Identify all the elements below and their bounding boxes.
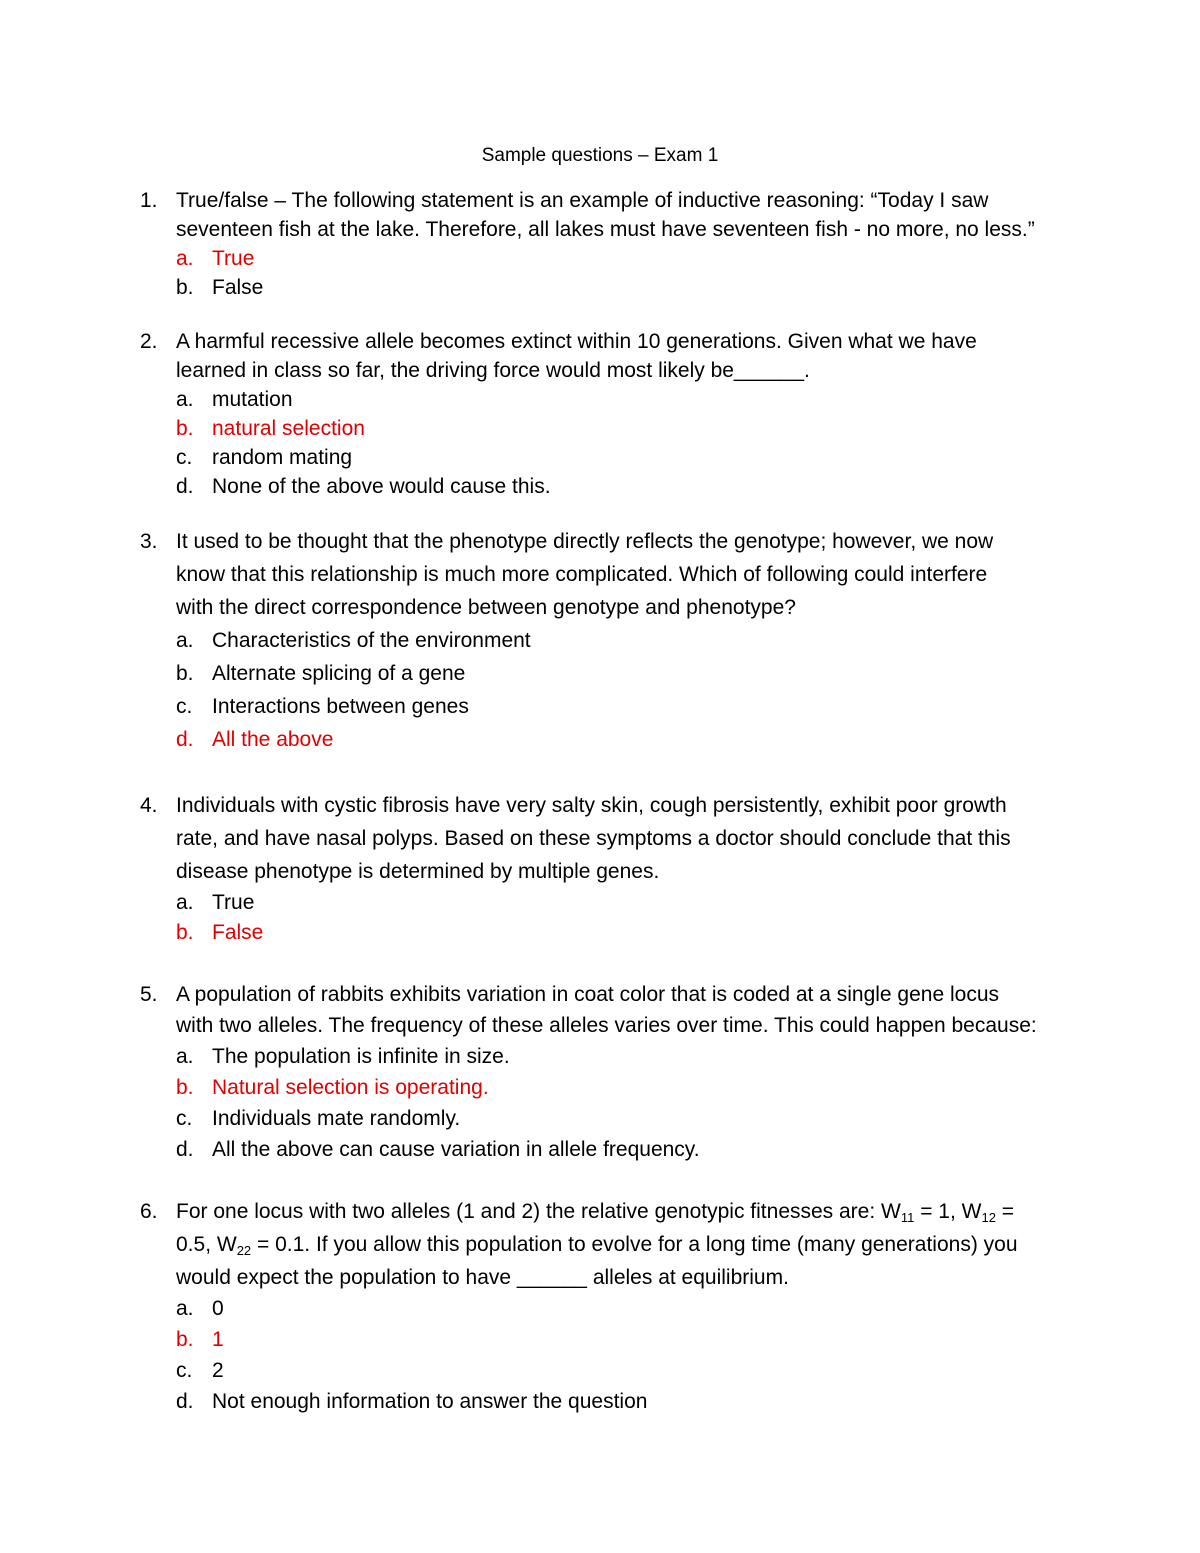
option-letter: a. bbox=[176, 247, 194, 270]
option-correct bbox=[176, 244, 1060, 273]
question-text-line: Individuals with cystic fibrosis have very salty skin, cough persistently, exhibit poor growth bbox=[176, 794, 1007, 817]
question-text-line: It used to be thought that the phenotype directly reflects the genotype; however, we now bbox=[176, 530, 994, 553]
option bbox=[176, 624, 1060, 657]
text-run: = bbox=[995, 1200, 1015, 1223]
question-text-line: seventeen fish at the lake. Therefore, all lakes must have seventeen fish - no more, no less.” bbox=[176, 218, 1035, 241]
option bbox=[176, 1134, 1060, 1165]
option bbox=[176, 888, 1060, 918]
option-text: 2 bbox=[212, 1359, 224, 1382]
question-text bbox=[176, 789, 1060, 888]
option bbox=[176, 1355, 1060, 1386]
option-letter: c. bbox=[176, 695, 193, 718]
option-letter: b. bbox=[176, 1328, 194, 1351]
option-letter: b. bbox=[176, 662, 194, 685]
option-letter: b. bbox=[176, 921, 194, 944]
option-text: All the above bbox=[212, 728, 334, 751]
option-text: Not enough information to answer the question bbox=[212, 1390, 648, 1413]
question-number: 2. bbox=[140, 330, 158, 353]
question-text-line: with the direct correspondence between genotype and phenotype? bbox=[176, 596, 796, 619]
option-text: False bbox=[212, 276, 264, 299]
subscript: 12 bbox=[981, 1210, 996, 1225]
question-text-line: would expect the population to have ______ alleles at equilibrium. bbox=[176, 1266, 789, 1289]
question-text-line: A harmful recessive allele becomes extinct within 10 generations. Given what we have bbox=[176, 330, 977, 353]
option-text: random mating bbox=[212, 446, 353, 469]
option-text: Characteristics of the environment bbox=[212, 629, 531, 652]
question-text-line: disease phenotype is determined by multiple genes. bbox=[176, 860, 660, 883]
question-3 bbox=[140, 525, 1060, 756]
question-text bbox=[176, 525, 1060, 624]
question-text-line: A population of rabbits exhibits variation in coat color that is coded at a single gene locus bbox=[176, 983, 1000, 1006]
option-letter: a. bbox=[176, 388, 194, 411]
page-title: Sample questions – Exam 1 bbox=[481, 145, 719, 166]
question-2 bbox=[140, 327, 1060, 501]
text-run: 0.5, W bbox=[176, 1233, 237, 1256]
question-6 bbox=[140, 1196, 1060, 1417]
question-text-line bbox=[176, 1196, 1060, 1229]
option-letter: c. bbox=[176, 1107, 193, 1130]
question-text-line: rate, and have nasal polyps. Based on these symptoms a doctor should conclude that this bbox=[176, 827, 1011, 850]
question-text-line: learned in class so far, the driving force would most likely be______. bbox=[176, 359, 810, 382]
question-1 bbox=[140, 186, 1060, 302]
question-text-line: know that this relationship is much more complicated. Which of following could interfere bbox=[176, 563, 988, 586]
option bbox=[176, 1103, 1060, 1134]
option-correct bbox=[176, 414, 1060, 443]
text-run: For one locus with two alleles (1 and 2) the relative genotypic fitnesses are: W bbox=[176, 1200, 901, 1223]
option-text: Alternate splicing of a gene bbox=[212, 662, 466, 685]
question-4 bbox=[140, 789, 1060, 948]
option-letter: d. bbox=[176, 1390, 194, 1413]
option-text: mutation bbox=[212, 388, 293, 411]
option-letter: a. bbox=[176, 629, 194, 652]
question-text bbox=[176, 979, 1060, 1041]
question-text bbox=[176, 327, 1060, 385]
option-list bbox=[176, 1293, 1060, 1417]
question-text-line bbox=[176, 1229, 1060, 1262]
option bbox=[176, 657, 1060, 690]
question-text bbox=[176, 1196, 1060, 1293]
option bbox=[176, 1293, 1060, 1324]
question-number: 1. bbox=[140, 189, 158, 212]
option-letter: a. bbox=[176, 1045, 194, 1068]
question-text-line: True/false – The following statement is an example of inductive reasoning: “Today I saw bbox=[176, 189, 989, 212]
option-letter: b. bbox=[176, 1076, 194, 1099]
option-text: The population is infinite in size. bbox=[212, 1045, 510, 1068]
option-correct bbox=[176, 1072, 1060, 1103]
option-correct bbox=[176, 918, 1060, 948]
question-number: 4. bbox=[140, 794, 158, 817]
option-correct bbox=[176, 723, 1060, 756]
option-text: 0 bbox=[212, 1297, 224, 1320]
option-text: True bbox=[212, 247, 255, 270]
option-letter: a. bbox=[176, 1297, 194, 1320]
option-text: None of the above would cause this. bbox=[212, 475, 551, 498]
question-number: 3. bbox=[140, 530, 158, 553]
subscript: 11 bbox=[900, 1210, 915, 1225]
option-letter: b. bbox=[176, 276, 194, 299]
subscript: 22 bbox=[236, 1243, 252, 1258]
option-list bbox=[176, 385, 1060, 501]
text-run: = 0.1. If you allow this population to evolve for a long time (many generations) you bbox=[251, 1233, 1018, 1256]
option-text: All the above can cause variation in allele frequency. bbox=[212, 1138, 700, 1161]
option-list bbox=[176, 624, 1060, 756]
option-letter: a. bbox=[176, 891, 194, 914]
question-number: 6. bbox=[140, 1200, 158, 1223]
option-text: Interactions between genes bbox=[212, 695, 469, 718]
option-text: Natural selection is operating. bbox=[212, 1076, 489, 1099]
option bbox=[176, 690, 1060, 723]
option bbox=[176, 1041, 1060, 1072]
question-text bbox=[176, 186, 1060, 244]
option-text: Individuals mate randomly. bbox=[212, 1107, 461, 1130]
option-correct bbox=[176, 1324, 1060, 1355]
option bbox=[176, 1386, 1060, 1417]
option-letter: d. bbox=[176, 475, 194, 498]
option-letter: c. bbox=[176, 446, 193, 469]
option-list bbox=[176, 244, 1060, 302]
question-number: 5. bbox=[140, 983, 158, 1006]
option-list bbox=[176, 888, 1060, 948]
text-run: = 1, W bbox=[914, 1200, 982, 1223]
option-letter: d. bbox=[176, 728, 194, 751]
option bbox=[176, 385, 1060, 414]
option-text: False bbox=[212, 921, 264, 944]
option bbox=[176, 443, 1060, 472]
option bbox=[176, 472, 1060, 501]
option-text: natural selection bbox=[212, 417, 365, 440]
option bbox=[176, 273, 1060, 302]
option-text: True bbox=[212, 891, 255, 914]
option-letter: b. bbox=[176, 417, 194, 440]
question-text-line: with two alleles. The frequency of these alleles varies over time. This could happen because: bbox=[176, 1014, 1037, 1037]
option-letter: d. bbox=[176, 1138, 194, 1161]
question-5 bbox=[140, 979, 1060, 1165]
option-text: 1 bbox=[212, 1328, 224, 1351]
option-letter: c. bbox=[176, 1359, 193, 1382]
option-list bbox=[176, 1041, 1060, 1165]
